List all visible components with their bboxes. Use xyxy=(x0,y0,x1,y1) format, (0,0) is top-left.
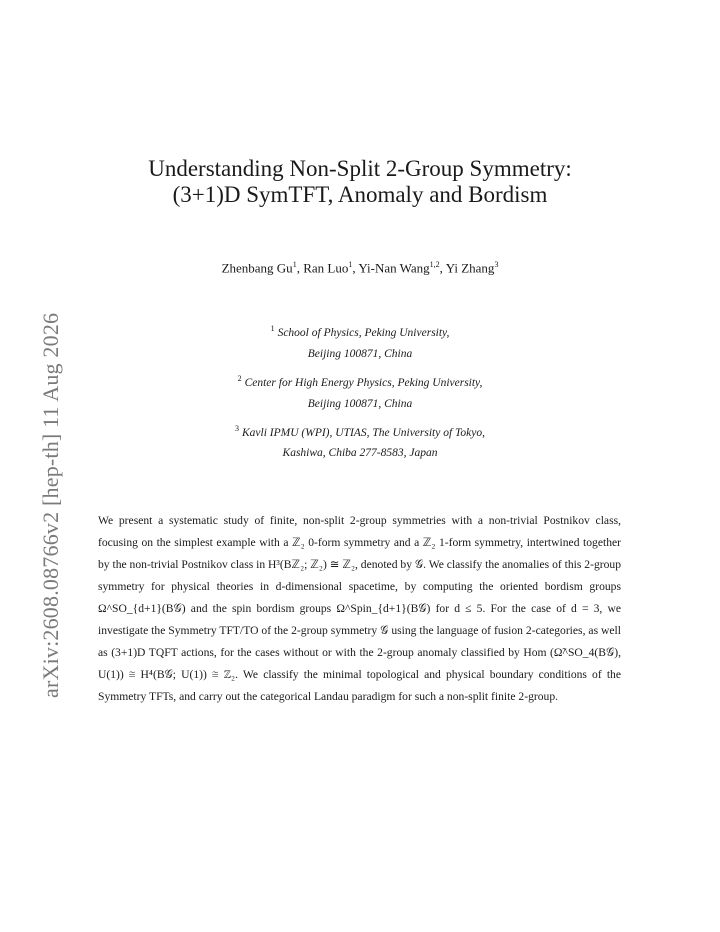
affiliation-line: School of Physics, Peking University, xyxy=(277,326,450,339)
paper-title xyxy=(0,156,720,208)
title-line-2: (3+1)D SymTFT, Anomaly and Bordism xyxy=(172,182,548,207)
abstract-paragraph: We present a systematic study of finite, non-split 2-group symmetries with a non-trivial Postnikov class, focusing on the simplest example with a ℤ₂ 0-form symmetry and a ℤ₂ 1-form symmetry, intertwined together by the non-trivial Postnikov class in H³(Bℤ₂; ℤ₂) ≅ ℤ₂, denoted by 𝒢. We classify the anomalies of this 2-group symmetry for physical theories in d-dimensional spacetime, by computing the oriented bordism groups Ω^SO_{d+1}(B𝒢) and the spin bordism groups Ω^Spin_{d+1}(B𝒢) for d ≤ 5. For the case of d = 3, we investigate the Symmetry TFT/TO of the 2-group symmetry 𝒢 using the language of fusion 2-categories, as well as (3+1)D TQFT actions, for the cases without or with the 2-group anomaly classified by Hom (Ω̃^SO_4(B𝒢), U(1)) ≅ H⁴(B𝒢; U(1)) ≅ ℤ₂. We classify the minimal topological and physical boundary conditions of the Symmetry TFTs, and carry out the categorical Landau paradigm for such a non-split finite 2-group. xyxy=(98,514,621,703)
author-affiliation-mark: 1 xyxy=(348,260,353,269)
affiliation xyxy=(0,418,720,465)
affiliation-number: 2 xyxy=(237,373,242,383)
affiliation-line: Center for High Energy Physics, Peking University, xyxy=(244,376,483,389)
author-name: Ran Luo xyxy=(303,260,349,276)
affiliation-number: 1 xyxy=(270,324,275,333)
affiliation-number: 3 xyxy=(235,423,240,433)
author-affiliation-mark: 1,2 xyxy=(429,260,440,269)
author-list: Zhenbang Gu$^1$, Ran Luo$^1$, Yi-Nan Wang$^{1,2}$, Yi Zhang$^3$ xyxy=(221,260,499,276)
title-line-1: Understanding Non-Split 2-Group Symmetry: xyxy=(148,156,572,181)
affiliation-line: Beijing 100871, China xyxy=(307,397,413,410)
affiliation-list xyxy=(0,318,720,467)
affiliation xyxy=(0,368,720,415)
affiliation-line: Beijing 100871, China xyxy=(307,347,413,360)
arxiv-identifier-stamp: arXiv:2608.08766v2 [hep-th] 11 Aug 2026 xyxy=(38,312,63,698)
author-name: Yi-Nan Wang xyxy=(358,260,430,276)
affiliation-line: Kavli IPMU (WPI), UTIAS, The University of Tokyo, xyxy=(242,426,485,439)
author-name: Zhenbang Gu xyxy=(221,260,293,276)
author-affiliation-mark: 1 xyxy=(292,260,297,269)
author-affiliation-mark: 3 xyxy=(494,260,499,269)
affiliation xyxy=(0,318,720,365)
affiliation-line: Kashiwa, Chiba 277-8583, Japan xyxy=(282,447,438,460)
author-name: Yi Zhang xyxy=(445,260,495,276)
